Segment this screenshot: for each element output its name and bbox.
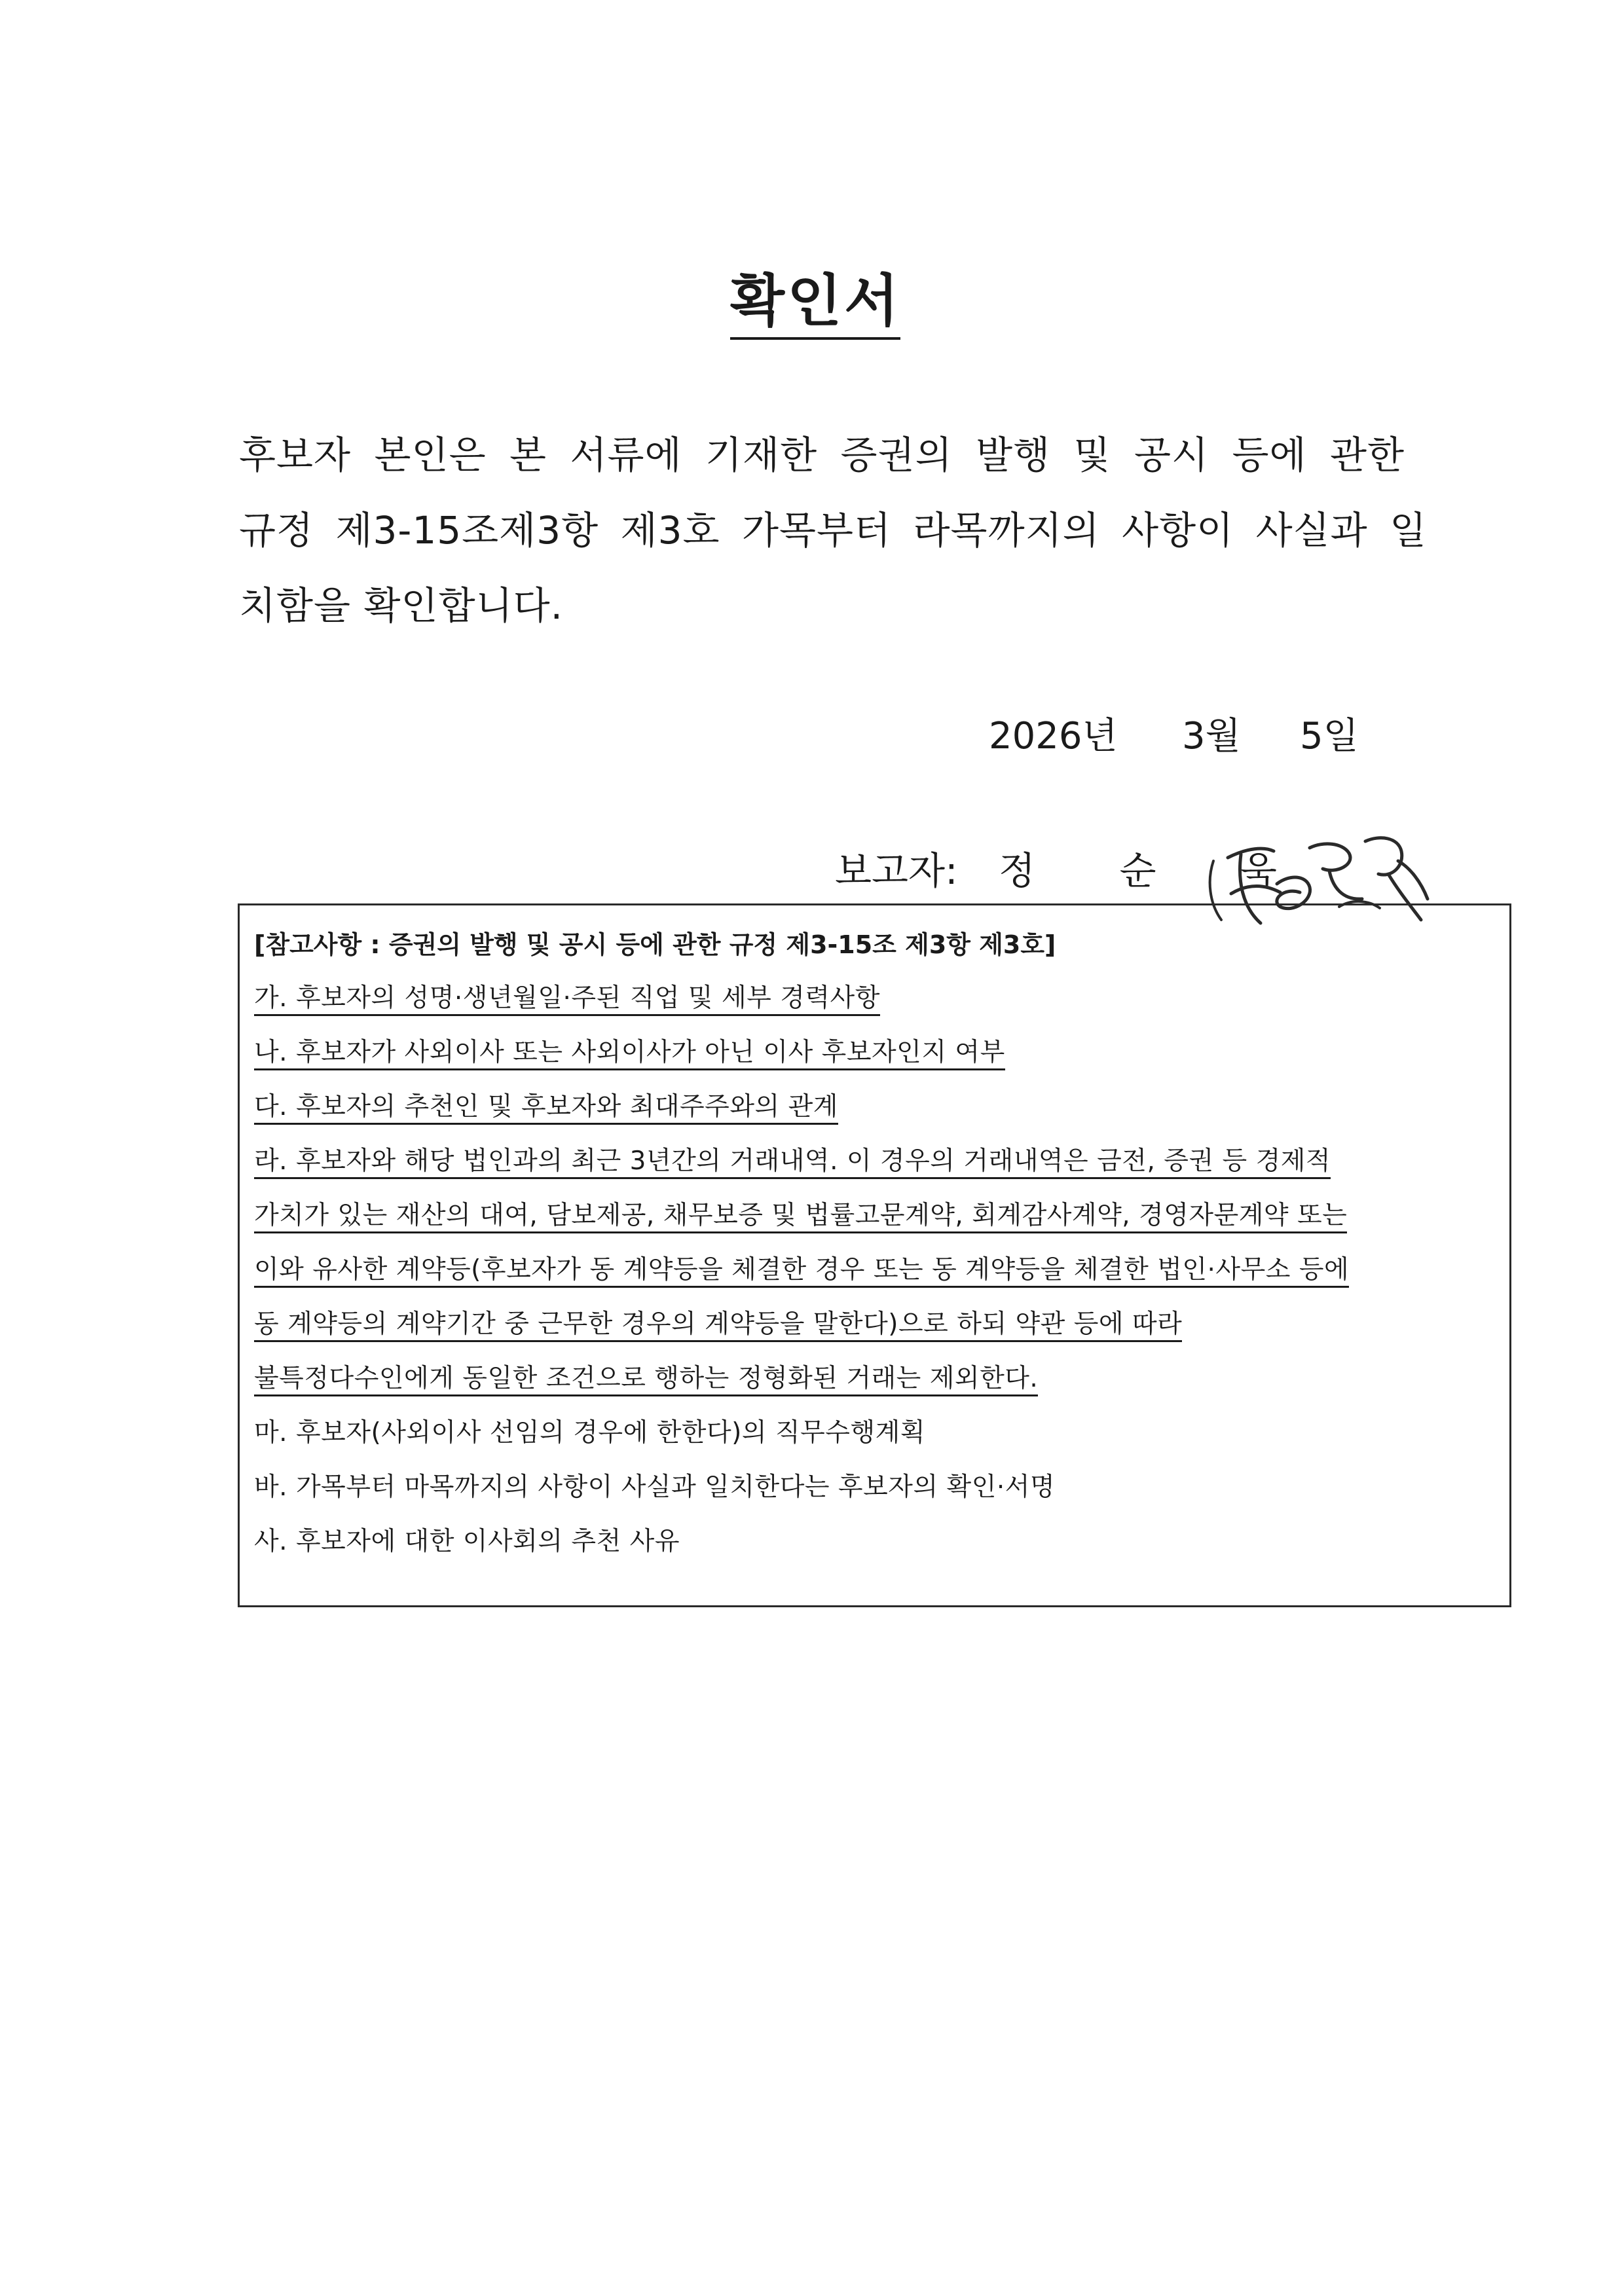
- reference-title: [참고사항 : 증권의 발행 및 공시 등에 관한 규정 제3-15조 제3항 제3호]: [254, 930, 1056, 959]
- date-year: 2026년: [989, 715, 1118, 757]
- reference-item-ra-line-4: 동 계약등의 계약기간 중 근무한 경우의 계약등을 말한다)으로 하되 약관 등에 따라: [254, 1305, 1182, 1344]
- reference-item-ra-line-1: 라. 후보자와 해당 법인과의 최근 3년간의 거래내역. 이 경우의 거래내역은 금전, 증권 등 경제적: [254, 1142, 1331, 1181]
- reference-item-na: 나. 후보자가 사외이사 또는 사외이사가 아닌 이사 후보자인지 여부: [254, 1033, 1005, 1072]
- date-day: 5일: [1300, 715, 1359, 757]
- reference-item-ga: 가. 후보자의 성명·생년월일·주된 직업 및 세부 경력사항: [254, 979, 880, 1018]
- reference-item-ra-line-3: 이와 유사한 계약등(후보자가 동 계약등을 체결한 경우 또는 동 계약등을 체결한 법인·사무소 등에: [254, 1250, 1349, 1290]
- reference-item-ra-line-2: 가치가 있는 재산의 대여, 담보제공, 채무보증 및 법률고문계약, 회계감사계약, 경영자문계약 또는: [254, 1196, 1347, 1235]
- reference-item-ra-line-5: 불특정다수인에게 동일한 조건으로 행하는 정형화된 거래는 제외한다.: [254, 1359, 1038, 1398]
- reference-item-da: 다. 후보자의 추천인 및 후보자와 최대주주와의 관계: [254, 1087, 838, 1127]
- reference-box: [238, 903, 1511, 1607]
- reference-item-ba: 바. 가목부터 마목까지의 사항이 사실과 일치한다는 후보자의 확인·서명: [254, 1472, 1056, 1502]
- body-line-2: 규정 제3-15조제3항 제3호 가목부터 라목까지의 사항이 사실과 일: [239, 508, 1428, 553]
- reference-item-sa: 사. 후보자에 대한 이사회의 추천 사유: [254, 1527, 680, 1556]
- body-line-1: 후보자 본인은 본 서류에 기재한 증권의 발행 및 공시 등에 관한: [239, 433, 1405, 477]
- document-title: 확인서: [730, 265, 900, 340]
- body-line-3: 치함을 확인합니다.: [239, 583, 564, 628]
- reference-item-ma: 마. 후보자(사외이사 선임의 경우에 한한다)의 직무수행계획: [254, 1418, 925, 1448]
- reporter-name: 정 순 욱: [999, 848, 1313, 893]
- reporter-label: 보고자:: [835, 848, 958, 893]
- date-month: 3월: [1182, 715, 1241, 757]
